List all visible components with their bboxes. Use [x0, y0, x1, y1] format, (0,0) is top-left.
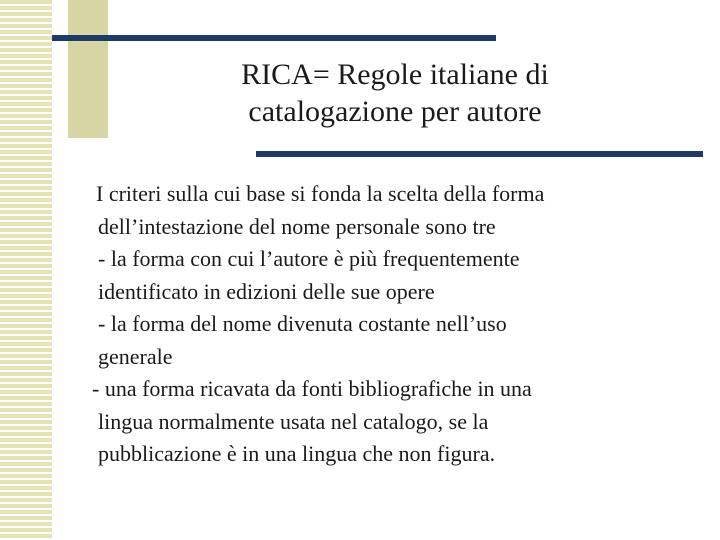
body-line: lingua normalmente usata nel catalogo, se la: [98, 408, 489, 434]
body-line: - la forma con cui l’autore è più frequentemente: [98, 246, 520, 271]
body-line: - una forma ricavata da fonti bibliografiche in una: [92, 376, 532, 401]
title-line-2: catalogazione per autore: [248, 95, 542, 128]
title-line-1: RICA= Regole italiane di: [241, 58, 549, 91]
body-line: I criteri sulla cui base si fonda la scelta della forma: [96, 181, 545, 206]
slide-body: [86, 178, 706, 471]
body-line: dell’intestazione del nome personale sono tre: [98, 213, 496, 239]
accent-bar: [68, 0, 108, 138]
body-line: generale: [98, 343, 173, 369]
body-line: - la forma del nome divenuta costante nell’uso: [98, 311, 507, 336]
decorative-stripes: [0, 0, 52, 540]
title-rule-top: [52, 35, 496, 41]
body-line: identificato in edizioni delle sue opere: [98, 278, 435, 304]
title-rule-bottom: [256, 151, 703, 157]
slide-title: [150, 56, 640, 130]
body-line: pubblicazione è in una lingua che non figura.: [98, 441, 496, 466]
